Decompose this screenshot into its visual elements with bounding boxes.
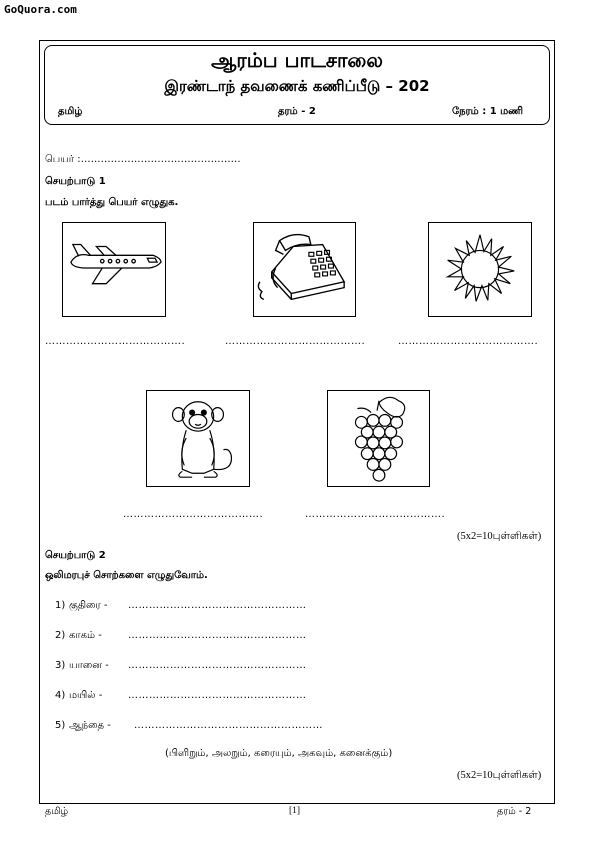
answer-line-4: …………………………………. [123,509,264,520]
activity2-marks: (5x2=10புள்ளிகள்) [457,770,542,781]
activity1-title: செயற்பாடு 1 [45,176,106,187]
footer-grade: தரம் - 2 [497,806,532,817]
telephone-icon [254,223,355,316]
item-number: 4) [55,690,66,701]
school-title: ஆரம்ப பாடசாலை [211,48,383,72]
item-number: 2) [55,630,66,641]
footer-page-number: [1] [289,806,301,816]
item-answer-line: …………………………………………… [128,660,307,671]
word-options: (பிளிறும், அலறும், கரையும், அகவும், கனைக்கும்) [165,748,393,759]
airplane-icon [63,223,165,316]
grapes-picture [327,390,430,487]
answer-line-2: …………………………………. [225,336,366,347]
grapes-icon [328,391,429,486]
sun-picture [428,222,532,317]
answer-line-1: …………………………………. [45,336,186,347]
exam-title: இரண்டாந் தவணைக் கணிப்பீடு – 202 [164,77,430,95]
sun-icon [429,223,531,316]
name-line: பெயர் :………………………………………… [45,154,241,165]
item-answer-line: …………………………………………… [128,690,307,701]
item-number: 5) [55,720,66,731]
activity1-instruction: படம் பார்த்து பெயர் எழுதுக. [45,197,179,208]
item-answer-line: ……………………………………………… [134,720,323,731]
item-number: 1) [55,600,66,611]
activity1-marks: (5x2=10புள்ளிகள்) [457,531,542,542]
monkey-icon [147,391,249,486]
time-label: நேரம் : 1 மணி [452,106,524,117]
item-answer-line: …………………………………………… [128,630,307,641]
item-word: யானை - [69,660,109,671]
footer-subject: தமிழ் [45,806,69,817]
answer-line-3: …………………………………. [398,336,539,347]
item-word: மயில் - [69,690,103,701]
item-word: குதிரை - [69,600,108,611]
grade-label: தரம் - 2 [278,106,316,117]
answer-line-5: …………………………………. [305,509,446,520]
item-word: காகம் - [69,630,102,641]
airplane-picture [62,222,166,317]
activity2-title: செயற்பாடு 2 [45,550,106,561]
item-number: 3) [55,660,66,671]
subject-label: தமிழ் [58,106,83,117]
telephone-picture [253,222,356,317]
item-word: ஆந்தை - [69,720,111,731]
watermark: GoQuora.com [4,3,77,16]
activity2-instruction: ஒலிமரபுச் சொற்களை எழுதுவோம். [45,570,208,581]
item-answer-line: …………………………………………… [128,600,307,611]
monkey-picture [146,390,250,487]
